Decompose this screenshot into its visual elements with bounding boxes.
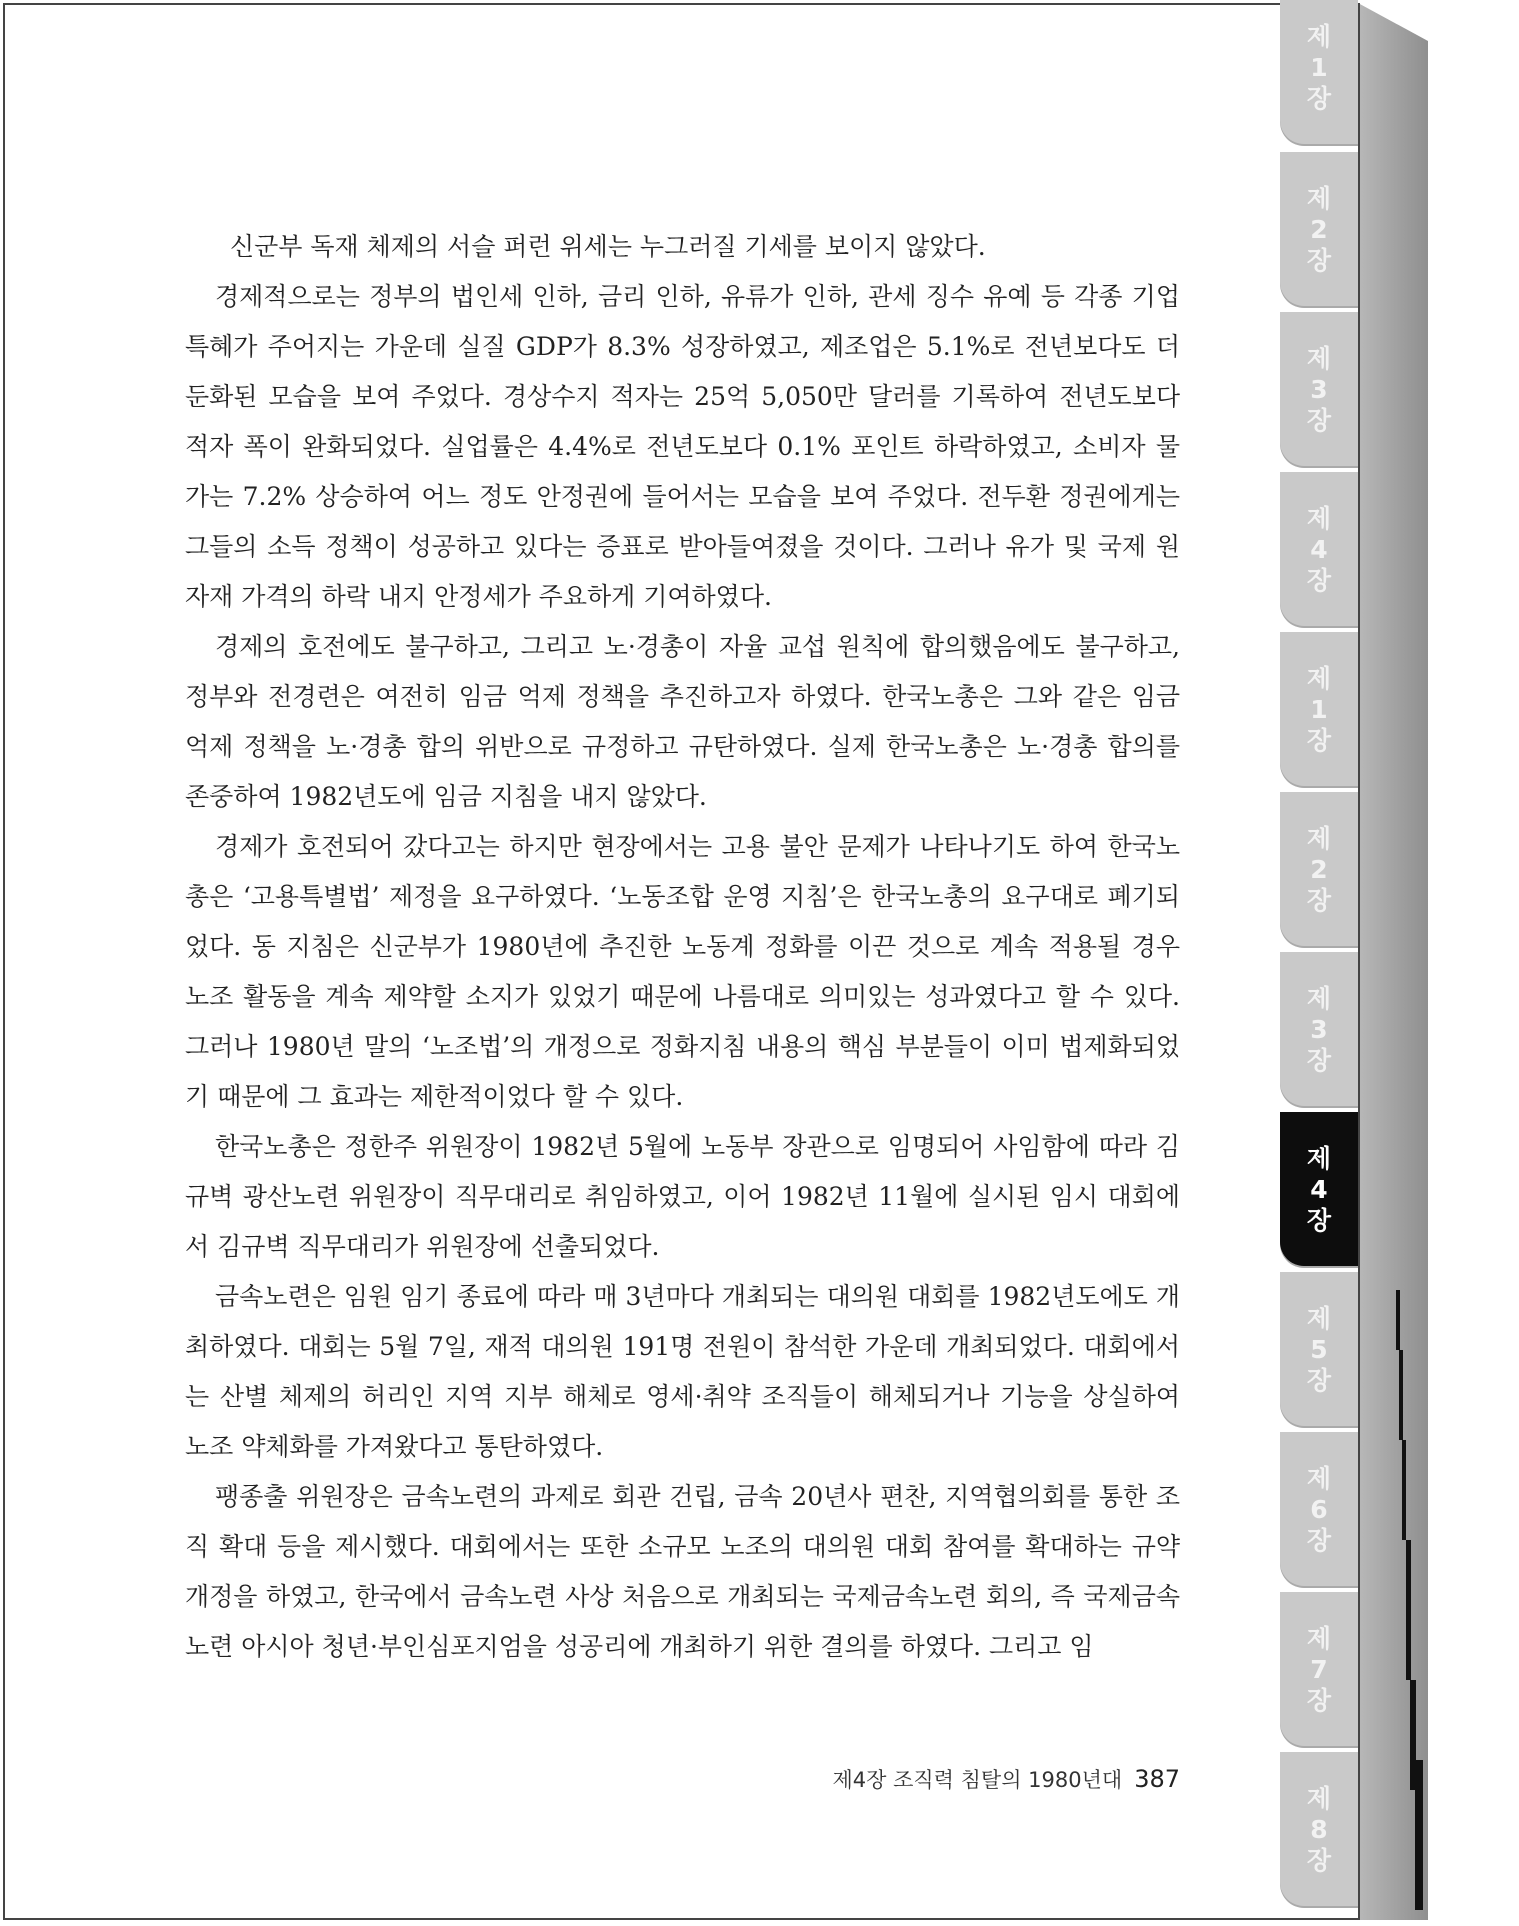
chapter-tab[interactable]: 제 3 장: [1280, 952, 1358, 1106]
chapter-tab[interactable]: 제 7 장: [1280, 1592, 1358, 1746]
chapter-tab-active[interactable]: 제 4 장: [1280, 1112, 1358, 1266]
chapter-tab[interactable]: 제 4 장: [1280, 472, 1358, 626]
spine-markers: [1396, 1290, 1430, 1920]
paragraph: 경제적으로는 정부의 법인세 인하, 금리 인하, 유류가 인하, 관세 징수 유예 등 각종 기업 특혜가 주어지는 가운데 실질 GDP가 8.3% 성장하였고, 제조업은 5.1%로 전년보다도 더 둔화된 모습을 보여 주었다. 경상수지 적자는 25억 5,050만 달러를 기록하여 전년도보다 적자 폭이 완화되었다. 실업률은 4.4%로 전년도보다 0.1% 포인트 하락하였고, 소비자 물가는 7.2% 상승하여 어느 정도 안정권에 들어서는 모습을 보여 주었다. 전두환 정권에게는 그들의 소득 정책이 성공하고 있다는 증표로 받아들여졌을 것이다. 그러나 유가 및 국제 원자재 가격의 하락 내지 안정세가 주요하게 기여하였다.: [185, 282, 1180, 611]
paragraph: 한국노총은 정한주 위원장이 1982년 5월에 노동부 장관으로 임명되어 사임함에 따라 김규벽 광산노련 위원장이 직무대리로 취임하였고, 이어 1982년 11월에 실시된 임시 대회에서 김규벽 직무대리가 위원장에 선출되었다.: [185, 1132, 1180, 1261]
chapter-tab[interactable]: 제 6 장: [1280, 1432, 1358, 1586]
paragraph: 경제가 호전되어 갔다고는 하지만 현장에서는 고용 불안 문제가 나타나기도 하여 한국노총은 ‘고용특별법’ 제정을 요구하였다. ‘노동조합 운영 지침’은 한국노총의 요구대로 폐기되었다. 동 지침은 신군부가 1980년에 추진한 노동계 정화를 이끈 것으로 계속 적용될 경우 노조 활동을 계속 제약할 소지가 있었기 때문에 나름대로 의미있는 성과였다고 할 수 있다. 그러나 1980년 말의 ‘노조법’의 개정으로 정화지침 내용의 핵심 부분들이 이미 법제화되었기 때문에 그 효과는 제한적이었다 할 수 있다.: [185, 832, 1180, 1111]
chapter-tabs: [1280, 0, 1360, 1926]
chapter-tab[interactable]: 제 1 장: [1280, 632, 1358, 786]
paragraph: 금속노련은 임원 임기 종료에 따라 매 3년마다 개최되는 대의원 대회를 1982년도에도 개최하였다. 대회는 5월 7일, 재적 대의원 191명 전원이 참석한 가운데 개최되었다. 대회에서는 산별 체제의 허리인 지역 지부 해체로 영세·취약 조직들이 해체되거나 기능을 상실하여 노조 약체화를 가져왔다고 통탄하였다.: [185, 1282, 1180, 1461]
running-footer: [790, 1764, 1180, 1794]
chapter-tab[interactable]: 제 3 장: [1280, 312, 1358, 466]
paragraph: 경제의 호전에도 불구하고, 그리고 노·경총이 자율 교섭 원칙에 합의했음에도 불구하고, 정부와 전경련은 여전히 임금 억제 정책을 추진하고자 하였다. 한국노총은 그와 같은 임금 억제 정책을 노·경총 합의 위반으로 규정하고 규탄하였다. 실제 한국노총은 노·경총 합의를 존중하여 1982년도에 임금 지침을 내지 않았다.: [185, 632, 1180, 811]
paragraph: 신군부 독재 체제의 서슬 퍼런 위세는 누그러질 기세를 보이지 않았다.: [230, 232, 986, 261]
chapter-tab[interactable]: 제 2 장: [1280, 152, 1358, 306]
page-number: 387: [1134, 1765, 1180, 1793]
chapter-tab[interactable]: 제 5 장: [1280, 1272, 1358, 1426]
chapter-tab[interactable]: 제 2 장: [1280, 792, 1358, 946]
chapter-tab[interactable]: 제 1 장: [1280, 0, 1358, 144]
paragraph: 팽종출 위원장은 금속노련의 과제로 회관 건립, 금속 20년사 편찬, 지역협의회를 통한 조직 확대 등을 제시했다. 대회에서는 또한 소규모 노조의 대의원 대회 참여를 확대하는 규약 개정을 하였고, 한국에서 금속노련 사상 처음으로 개최되는 국제금속노련 회의, 즉 국제금속노련 아시아 청년·부인심포지엄을 성공리에 개최하기 위한 결의를 하였다. 그리고 임: [185, 1482, 1180, 1661]
body-text: [185, 222, 1180, 1672]
chapter-tab[interactable]: 제 8 장: [1280, 1752, 1358, 1906]
chapter-title: 제4장 조직력 침탈의 1980년대: [832, 1768, 1123, 1792]
